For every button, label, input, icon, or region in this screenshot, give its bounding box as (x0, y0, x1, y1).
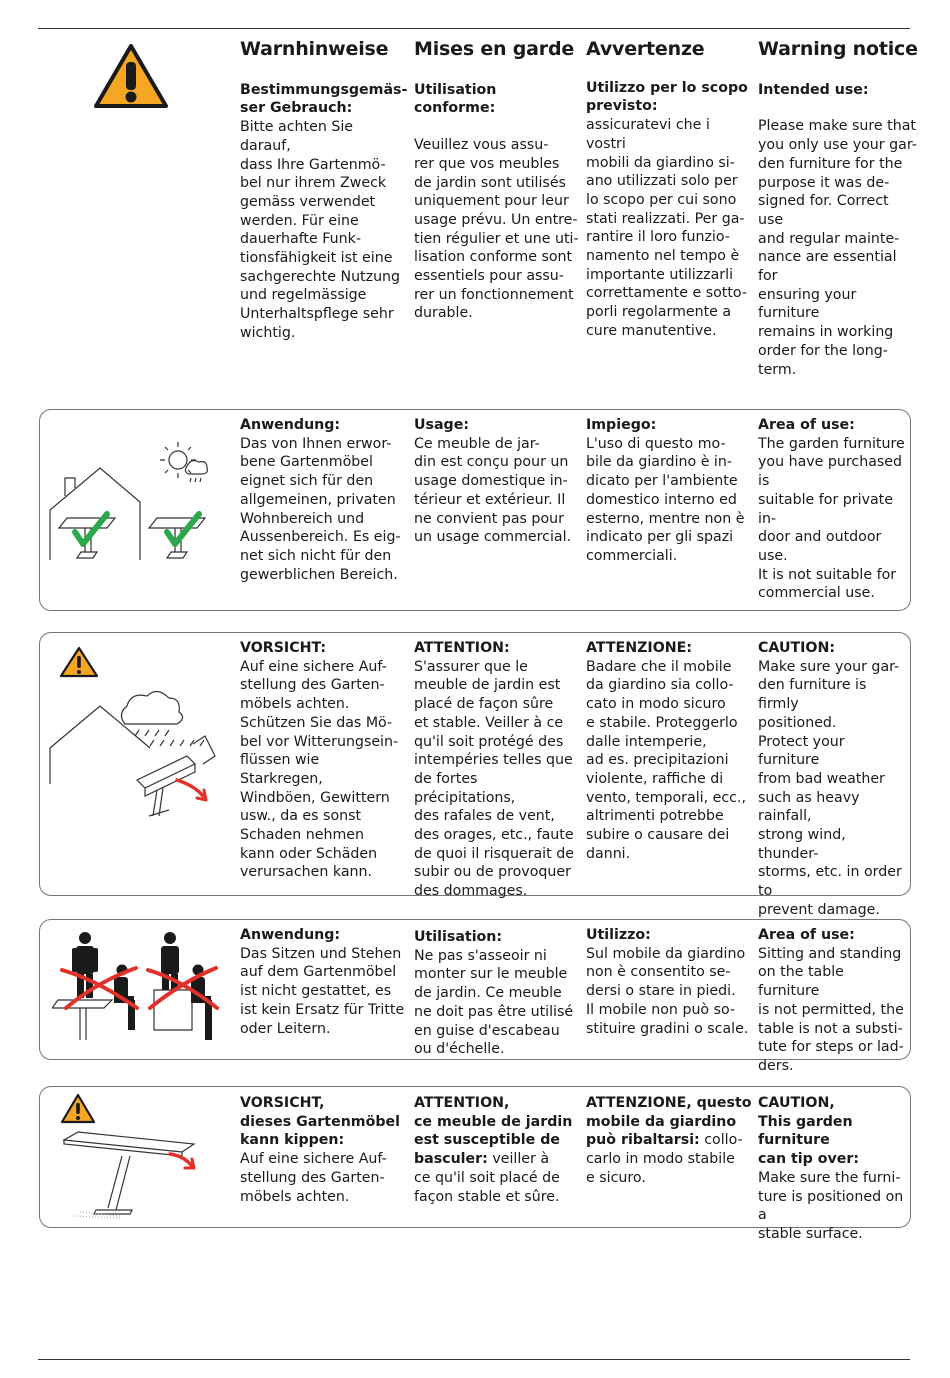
s1-body-it: L'uso di questo mo- bile da giardino è in- dicato per l'ambiente domestico interno ed esterno, mentre non è indicato per gli spazi commerciali. (586, 435, 745, 564)
header-col-it (586, 40, 752, 341)
s2-col-it (586, 639, 752, 863)
header-col-de (240, 40, 406, 343)
s4-body-de: Auf eine sichere Auf- stellung des Garten- möbels achten. (240, 1151, 387, 1205)
s4-heading-en: CAUTION, This garden furniture can tip over: (758, 1095, 860, 1168)
s1-body-en: The garden furniture you have purchased is suitable for private in- door and outdoor use. It is not suitable for commercial use. (758, 435, 905, 602)
s1-heading-en: Area of use: (758, 417, 855, 433)
s3-heading-it: Utilizzo: (586, 927, 651, 943)
header-col-fr (414, 40, 580, 323)
bottom-divider (38, 1359, 910, 1360)
s4-body-fr: veiller à ce qu'il soit placé de façon stable et sûre. (414, 1151, 560, 1205)
s3-body-it: Sul mobile da giardino non è consentito se- dersi o stare in piedi. Il mobile non può so- stituire gradini o scale. (586, 945, 749, 1037)
s3-heading-en: Area of use: (758, 927, 855, 943)
indoor-outdoor-use-icon (45, 430, 220, 565)
s2-heading-fr: ATTENTION: (414, 640, 510, 656)
s3-col-fr (414, 928, 580, 1059)
s1-heading-de: Anwendung: (240, 417, 341, 433)
body-de: Bitte achten Sie darauf, dass Ihre Gartenmö- bel nur ihrem Zweck gemäss verwendet werden. Für eine dauerhafte Funk- tionsfähigkeit ist eine sachgerechte Nutzung und regelmässige Unterhaltspflege sehr wichtig. (240, 119, 401, 341)
header-col-en (758, 40, 918, 379)
s4-heading-fr: ATTENTION, ce meuble de jardin est susceptible de basculer: (414, 1095, 573, 1168)
s2-heading-it: ATTENZIONE: (586, 640, 692, 656)
weather-warning-icon (45, 644, 225, 824)
no-standing-sitting-icon (52, 930, 222, 1048)
s4-col-fr (414, 1094, 579, 1206)
s1-col-it (586, 416, 752, 566)
tip-over-warning-icon (60, 1092, 210, 1222)
s4-heading-it: ATTENZIONE, questo mobile da giardino può ribaltarsi: (586, 1095, 752, 1149)
s4-text-fr (414, 1094, 579, 1206)
s3-body-fr: Ne pas s'asseoir ni monter sur le meuble de jardin. Ce meuble ne doit pas être utilisé en guise d'escabeau ou d'échelle. (414, 947, 574, 1058)
s4-heading-de: VORSICHT, dieses Gartenmöbel kann kippen: (240, 1095, 400, 1149)
s1-col-de (240, 416, 406, 584)
s3-col-en (758, 926, 908, 1076)
s3-heading-de: Anwendung: (240, 927, 341, 943)
s3-body-de: Das Sitzen und Stehen auf dem Gartenmöbel ist nicht gestattet, es ist kein Ersatz für Tritte oder Leitern. (240, 945, 405, 1037)
s2-col-en (758, 639, 908, 920)
s2-heading-en: CAUTION: (758, 640, 836, 656)
s2-body-fr: S'assurer que le meuble de jardin est placé de façon sûre et stable. Veiller à ce qu'il soit protégé des intempéries telles que de fortes précipitations, des rafales de vent, des orages, etc., faute de quoi il risquerait de subir ou de provoquer des dommages. (414, 658, 574, 900)
s4-text-it (586, 1094, 752, 1188)
s1-body-de: Das von Ihnen erwor- bene Gartenmöbel eignet sich für den allgemeinen, privaten Wohnbereich und Aussenbereich. Es eig- net sich nicht für den gewerblichen Bereich. (240, 435, 401, 583)
s4-col-en (758, 1094, 908, 1244)
body-fr: Veuillez vous assu- rer que vos meubles de jardin sont utilisés uniquement pour leur usage prévu. Un entre- tien régulier et une uti- lisation conforme sont essentiels pour assu- rer un fonctionnement durable. (414, 137, 579, 322)
subtitle-fr: Utilisation conforme: (414, 81, 497, 117)
body-it: assicuratevi che i vostri mobili da giardino si- ano utilizzati solo per lo scopo per cui sono stati realizzati. Per ga- rantire il loro funzio- namento nel tempo è importante utilizzarli correttamente e sotto- porli regolarmente a cure manutentive. (586, 117, 747, 339)
s2-body-de: Auf eine sichere Auf- stellung des Garten- möbels achten. Schützen Sie das Mö- bel vor Witterungsein- flüssen wie Starkregen, Windböen, Gewittern usw., da es sonst Schaden nehmen kann oder Schäden verursachen kann. (240, 658, 399, 881)
title-fr: Mises en garde (414, 38, 575, 60)
subtitle-en: Intended use: (758, 81, 869, 98)
title-de: Warnhinweise (240, 38, 389, 60)
s3-col-it (586, 926, 752, 1038)
body-en: Please make sure that you only use your gar- den furniture for the purpose it was de- signed for. Correct use and regular mainte- nance are essential for ensuring your furniture remains in working order for the long- term. (758, 118, 917, 378)
s2-body-it: Badare che il mobile da giardino sia collo- cato in modo sicuro e stabile. Proteggerlo dalle intemperie, ad es. precipitazioni violente, raffiche di vento, temporali, ecc., altrimenti potrebbe subire o causare dei danni. (586, 658, 746, 862)
s1-col-en (758, 416, 908, 603)
s2-body-en: Make sure your gar- den furniture is firmly positioned. Protect your furniture from bad weather such as heavy rainfall, strong wind, thunder- storms, etc. in order to prevent damage. (758, 658, 902, 918)
top-divider (38, 28, 910, 29)
warning-triangle-icon (93, 42, 169, 110)
s1-heading-fr: Usage: (414, 417, 469, 433)
s2-col-de (240, 639, 406, 882)
s4-body-en: Make sure the furni- ture is positioned on a stable surface. (758, 1169, 904, 1242)
s2-heading-de: VORSICHT: (240, 640, 327, 656)
s2-col-fr (414, 639, 574, 901)
s1-heading-it: Impiego: (586, 417, 657, 433)
s1-body-fr: Ce meuble de jar- din est conçu pour un usage domestique in- térieur et extérieur. Il ne convient pas pour un usage commercial. (414, 435, 572, 546)
title-en: Warning notice (758, 38, 918, 60)
s3-body-en: Sitting and standing on the table furniture is not permitted, the table is not a substi- tute for steps or lad- ders. (758, 945, 904, 1074)
s1-col-fr (414, 416, 580, 547)
s3-col-de (240, 926, 406, 1038)
subtitle-it: Utilizzo per lo scopo previsto: (586, 79, 748, 115)
s3-heading-fr: Utilisation: (414, 929, 503, 945)
s4-col-it (586, 1094, 752, 1188)
title-it: Avvertenze (586, 38, 705, 60)
s4-body-it: collo- carlo in modo stabile e sicuro. (586, 1132, 743, 1186)
subtitle-de: Bestimmungsgemäs- ser Gebrauch: (240, 81, 408, 117)
s4-col-de (240, 1094, 406, 1206)
